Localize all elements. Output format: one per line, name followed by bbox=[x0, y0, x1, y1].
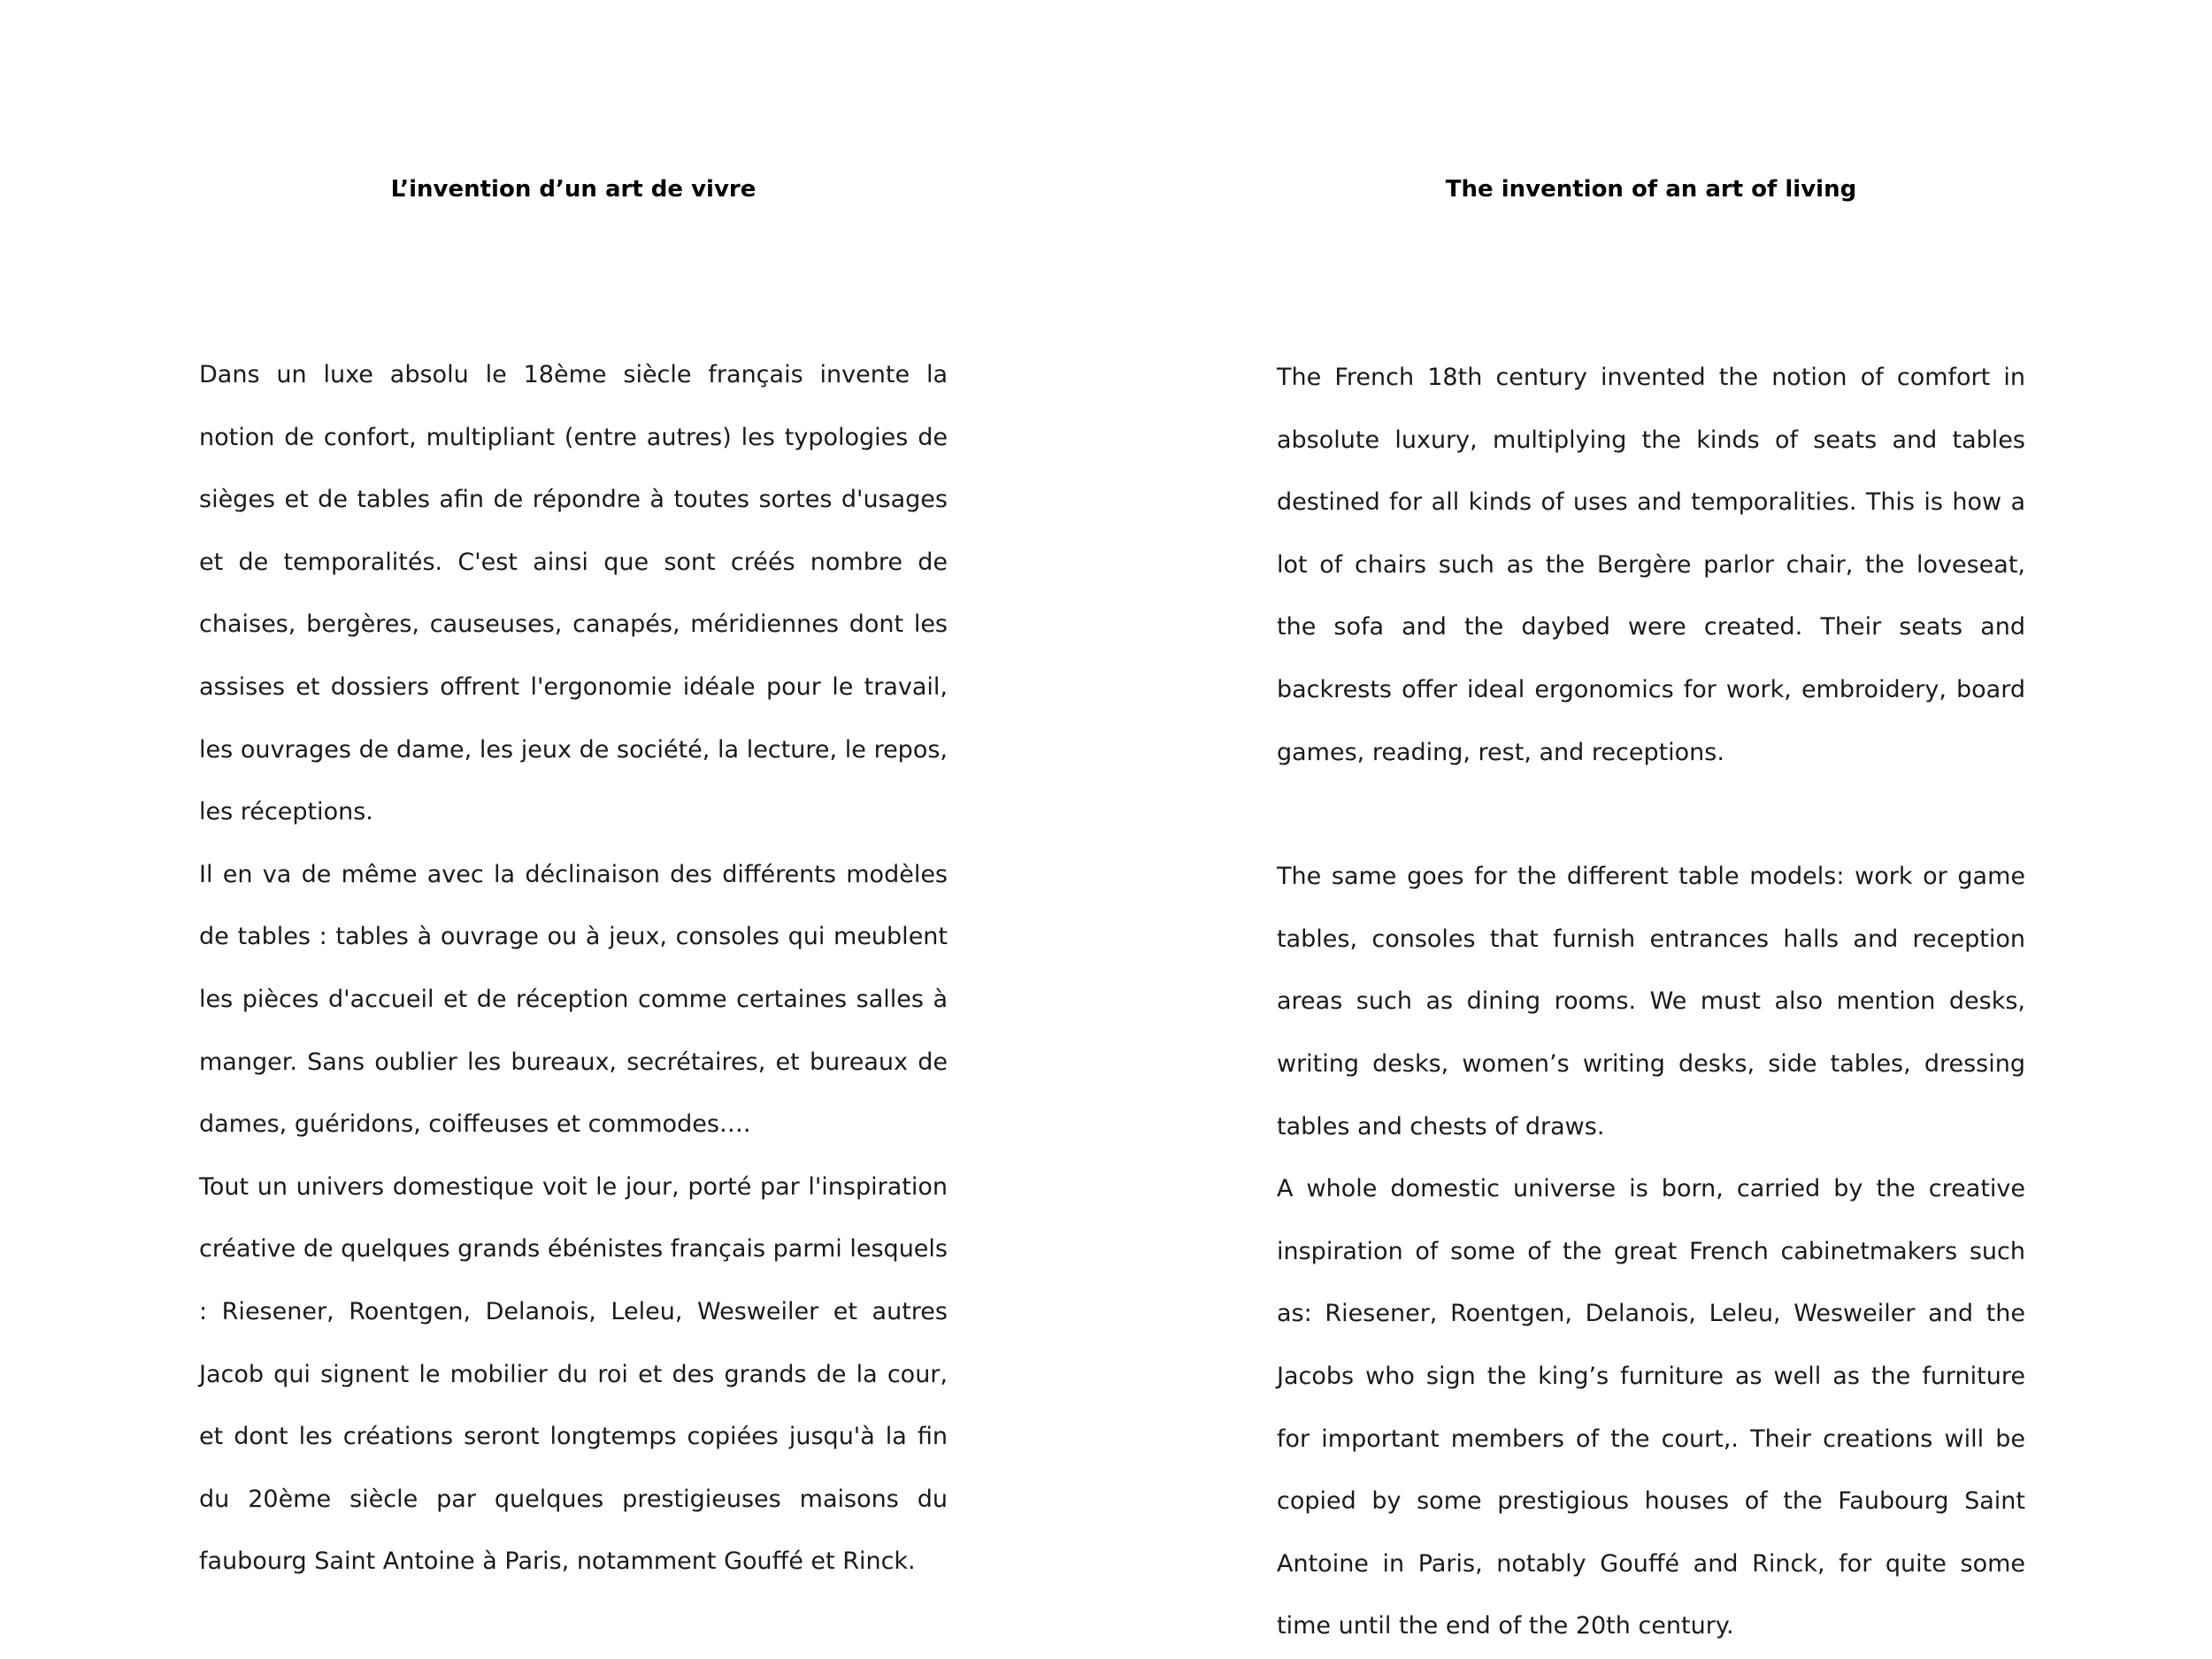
french-body bbox=[199, 344, 948, 1594]
english-title: The invention of an art of living bbox=[1445, 176, 1857, 203]
french-title: L’invention d’un art de vivre bbox=[390, 176, 757, 203]
english-paragraph-2: The same goes for the different table models: work or game tables, consoles that furnish entrances halls and reception areas such as dining rooms. We must also mention desks, writing desks, women’s writing desks, side tables, dressing tables and chests of draws. bbox=[1277, 863, 2025, 1141]
french-paragraph-2: Il en va de même avec la déclinaison des différents modèles de tables : tables à ouvrage ou à jeux, consoles qui meublent les pièces d'accueil et de réception comme certaines salles à manger. Sans oublier les bureaux, secrétaires, et bureaux de dames, guéridons, coiffeuses et commodes…. bbox=[199, 860, 948, 1139]
english-paragraph-3: A whole domestic universe is born, carried by the creative inspiration of some of the great French cabinetmakers such as: Riesener, Roentgen, Delanois, Leleu, Wesweiler and the Jacobs who sign the king’s furniture as well as the furniture for important members of the court,. Their creations will be copied by some prestigious houses of the Faubourg Saint Antoine in Paris, notably Gouffé and Rinck, for quite some time until the end of the 20th century. bbox=[1277, 1175, 2025, 1640]
french-paragraph-1: Dans un luxe absolu le 18ème siècle français invente la notion de confort, multipliant (entre autres) les typologies de sièges et de tables afin de répondre à toutes sortes d'usages et de temporalités. C'est ainsi que sont créés nombre de chaises, bergères, causeuses, canapés, méridiennes dont les assises et dossiers offrent l'ergonomie idéale pour le travail, les ouvrages de dame, les jeux de société, la lecture, le repos, les réceptions. bbox=[199, 361, 948, 826]
english-body bbox=[1277, 347, 2025, 1658]
english-paragraph-1: The French 18th century invented the notion of comfort in absolute luxury, multiplying the kinds of seats and tables destined for all kinds of uses and temporalities. This is how a lot of chairs such as the Bergère parlor chair, the loveseat, the sofa and the daybed were created. Their seats and backrests offer ideal ergonomics for work, embroidery, board games, reading, rest, and receptions. bbox=[1277, 364, 2025, 766]
french-paragraph-3: Tout un univers domestique voit le jour, porté par l'inspiration créative de quelques grands ébénistes français parmi lesquels : Riesener, Roentgen, Delanois, Leleu, Wesweiler et autres Jacob qui signent le mobilier du roi et des grands de la cour, et dont les créations seront longtemps copiées jusqu'à la fin du 20ème siècle par quelques prestigieuses maisons du faubourg Saint Antoine à Paris, notamment Gouffé et Rinck. bbox=[199, 1172, 948, 1576]
